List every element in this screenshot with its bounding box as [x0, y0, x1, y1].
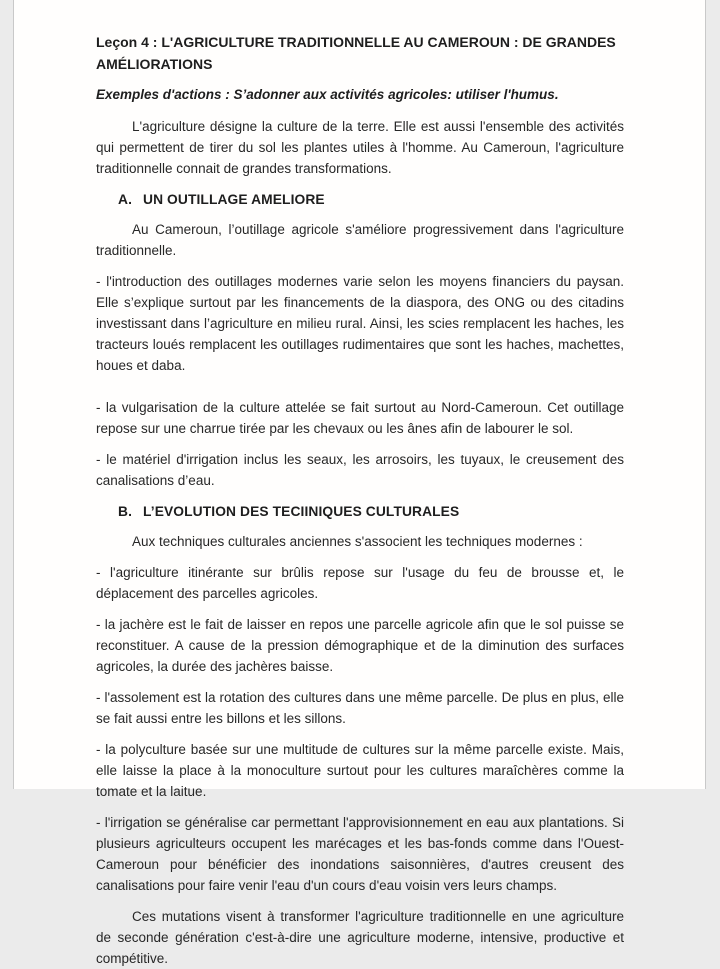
lesson-title: Leçon 4 : L'AGRICULTURE TRADITIONNELLE AU CAMEROUN : DE GRANDES AMÉLIORATIONS [96, 34, 616, 72]
document-page[interactable] [13, 0, 706, 966]
paragraph: - la polyculture basée sur une multitude de cultures sur la même parcelle existe. Mais, elle laisse la place à la monoculture surtout pour les cultures maraîchères comme la tomate et la laitue. [96, 742, 624, 799]
section-a-heading [118, 189, 624, 210]
paragraph: - l'irrigation se généralise car permettant l'approvisionnement en eau aux plantations. Si plusieurs agriculteurs occupent les marécages et les bas-fonds comme dans l'Ouest-Cameroun pour bénéficier des inondations saisonnières, d'autres creusent des canalisations pour faire venir l'eau d'un cours d'eau voisin vers leurs champs. [96, 815, 624, 893]
section-b-title: L’EVOLUTION DES TECIINIQUES CULTURALES [143, 504, 460, 519]
section-a-title: UN OUTILLAGE AMELIORE [143, 192, 325, 207]
paragraph: Aux techniques culturales anciennes s'associent les techniques modernes : [132, 534, 583, 549]
intro-paragraph: L'agriculture désigne la culture de la terre. Elle est aussi l'ensemble des activités qui permettent de tirer du sol les plantes utiles à l'homme. Au Cameroun, l'agriculture traditionnelle connait de grandes transformations. [96, 119, 624, 176]
section-a-label: A. [118, 192, 132, 207]
paragraph: - la jachère est le fait de laisser en repos une parcelle agricole afin que le sol puisse se reconstituer. A cause de la pression démographique et de la diminution des surfaces agricoles, la durée des jachères baisse. [96, 617, 624, 674]
paragraph: Au Cameroun, l’outillage agricole s'améliore progressivement dans l'agriculture traditionnelle. [96, 222, 624, 258]
paragraph: - l'introduction des outillages modernes varie selon les moyens financiers du paysan. Elle s’explique surtout par les financements de la diaspora, des ONG ou des citadins investissant dans l’agriculture en milieu rural. Ainsi, les scies remplacent les haches, les tracteurs loués remplacent les outillages rudimentaires que sont les haches, machettes, houes et daba. [96, 274, 624, 373]
paragraph: - la vulgarisation de la culture attelée se fait surtout au Nord-Cameroun. Cet outillage repose sur une charrue tirée par les chevaux ou les ânes afin de labourer le sol. [96, 400, 624, 436]
section-b-heading [118, 501, 624, 522]
paragraph: - l'agriculture itinérante sur brûlis repose sur l'usage du feu de brousse et, le déplacement des parcelles agricoles. [96, 565, 624, 601]
paragraph: - l'assolement est la rotation des cultures dans une même parcelle. De plus en plus, elle se fait aussi entre les billons et les sillons. [96, 690, 624, 726]
conclusion-paragraph: Ces mutations visent à transformer l'agriculture traditionnelle en une agriculture de seconde génération c'est-à-dire une agriculture moderne, intensive, productive et compétitive. [96, 909, 624, 966]
section-b-label: B. [118, 504, 132, 519]
paragraph: - le matériel d'irrigation inclus les seaux, les arrosoirs, les tuyaux, le creusement des canalisations d’eau. [96, 452, 624, 488]
lesson-subtitle: Exemples d'actions : S’adonner aux activités agricoles: utiliser l'humus. [96, 87, 559, 102]
